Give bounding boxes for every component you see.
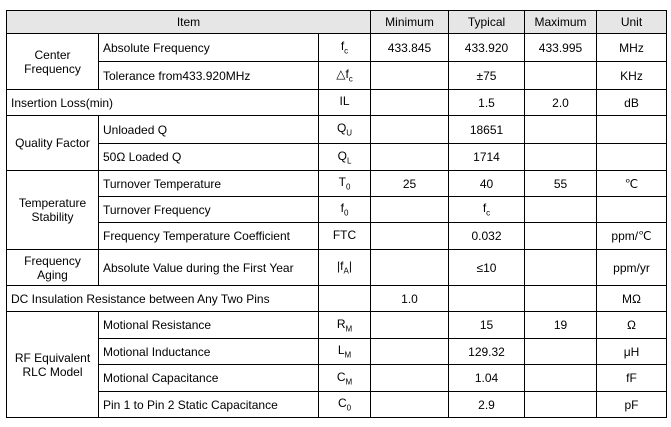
- param-cell: Pin 1 to Pin 2 Static Capacitance: [99, 392, 319, 418]
- symbol-cell: $R_M$: [319, 312, 371, 339]
- max-cell: [525, 62, 597, 90]
- table-row: [7, 250, 667, 286]
- min-cell: [371, 392, 449, 418]
- max-cell: [525, 392, 597, 418]
- max-cell: [525, 144, 597, 171]
- param-cell: Frequency Temperature Coefficient: [99, 223, 319, 250]
- specification-table: [6, 10, 667, 418]
- table-row: [7, 34, 667, 62]
- param-cell: Tolerance from433.920MHz: [99, 62, 319, 90]
- unit-cell: μH: [597, 339, 667, 365]
- max-cell: 433.995: [525, 34, 597, 62]
- typ-cell: 40: [449, 171, 525, 197]
- header-row: [7, 11, 667, 34]
- min-cell: [371, 62, 449, 90]
- max-cell: 2.0: [525, 90, 597, 116]
- typ-cell: [449, 286, 525, 312]
- table-row: [7, 286, 667, 312]
- param-cell: Unloaded Q: [99, 116, 319, 144]
- min-cell: [371, 223, 449, 250]
- unit-cell: fF: [597, 365, 667, 392]
- min-cell: [371, 250, 449, 286]
- unit-cell: ppm/yr: [597, 250, 667, 286]
- min-cell: [371, 116, 449, 144]
- symbol-cell: FTC: [319, 223, 371, 250]
- typ-cell: 433.920: [449, 34, 525, 62]
- table-row: [7, 339, 667, 365]
- symbol-cell: $f_c$: [319, 34, 371, 62]
- typ-cell: 1.5: [449, 90, 525, 116]
- min-cell: [371, 197, 449, 223]
- symbol-cell: $|f_A|$: [319, 250, 371, 286]
- symbol-cell: $Q_L$: [319, 144, 371, 171]
- param-cell: Motional Inductance: [99, 339, 319, 365]
- symbol-cell: $C_M$: [319, 365, 371, 392]
- table-row: [7, 90, 667, 116]
- table-row: [7, 116, 667, 144]
- symbol-cell: [319, 286, 371, 312]
- header-maximum: Maximum: [525, 11, 597, 34]
- max-cell: [525, 116, 597, 144]
- typ-cell: 18651: [449, 116, 525, 144]
- param-cell: Absolute Value during the First Year: [99, 250, 319, 286]
- unit-cell: dB: [597, 90, 667, 116]
- table-row: [7, 62, 667, 90]
- param-cell: Turnover Temperature: [99, 171, 319, 197]
- min-cell: [371, 312, 449, 339]
- group-center-frequency: Center Frequency: [7, 34, 99, 90]
- unit-cell: [597, 197, 667, 223]
- header-item: Item: [7, 11, 371, 34]
- symbol-cell: $\triangle f_c$: [319, 62, 371, 90]
- symbol-cell: $f_0$: [319, 197, 371, 223]
- max-cell: 19: [525, 312, 597, 339]
- header-minimum: Minimum: [371, 11, 449, 34]
- group-temperature-stability: Temperature Stability: [7, 171, 99, 250]
- group-rf-model: RF Equivalent RLC Model: [7, 312, 99, 418]
- min-cell: 1.0: [371, 286, 449, 312]
- param-cell: Insertion Loss(min): [7, 90, 319, 116]
- typ-cell: 2.9: [449, 392, 525, 418]
- group-frequency-aging: Frequency Aging: [7, 250, 99, 286]
- param-cell: 50Ω Loaded Q: [99, 144, 319, 171]
- symbol-cell: $T_0$: [319, 171, 371, 197]
- param-cell: Turnover Frequency: [99, 197, 319, 223]
- typ-cell: $f_c$: [449, 197, 525, 223]
- min-cell: [371, 144, 449, 171]
- unit-cell: ℃: [597, 171, 667, 197]
- min-cell: [371, 365, 449, 392]
- table-row: [7, 197, 667, 223]
- symbol-cell: IL: [319, 90, 371, 116]
- typ-cell: 129.32: [449, 339, 525, 365]
- unit-cell: [597, 144, 667, 171]
- header-unit: Unit: [597, 11, 667, 34]
- unit-cell: MHz: [597, 34, 667, 62]
- typ-cell: 0.032: [449, 223, 525, 250]
- typ-cell: 1.04: [449, 365, 525, 392]
- max-cell: [525, 250, 597, 286]
- max-cell: [525, 286, 597, 312]
- table-row: [7, 171, 667, 197]
- table-row: [7, 144, 667, 171]
- param-cell: Absolute Frequency: [99, 34, 319, 62]
- table-row: [7, 365, 667, 392]
- param-cell: Motional Resistance: [99, 312, 319, 339]
- max-cell: [525, 365, 597, 392]
- symbol-cell: $L_M$: [319, 339, 371, 365]
- table-row: [7, 392, 667, 418]
- symbol-cell: $Q_U$: [319, 116, 371, 144]
- unit-cell: Ω: [597, 312, 667, 339]
- typ-cell: ≤10: [449, 250, 525, 286]
- max-cell: [525, 339, 597, 365]
- table-row: [7, 223, 667, 250]
- min-cell: 25: [371, 171, 449, 197]
- typ-cell: ±75: [449, 62, 525, 90]
- header-typical: Typical: [449, 11, 525, 34]
- unit-cell: [597, 116, 667, 144]
- max-cell: [525, 223, 597, 250]
- symbol-cell: $C_0$: [319, 392, 371, 418]
- typ-cell: 15: [449, 312, 525, 339]
- min-cell: [371, 90, 449, 116]
- min-cell: 433.845: [371, 34, 449, 62]
- table-row: [7, 312, 667, 339]
- param-cell: DC Insulation Resistance between Any Two Pins: [7, 286, 319, 312]
- group-quality-factor: Quality Factor: [7, 116, 99, 171]
- param-cell: Motional Capacitance: [99, 365, 319, 392]
- unit-cell: KHz: [597, 62, 667, 90]
- unit-cell: MΩ: [597, 286, 667, 312]
- max-cell: 55: [525, 171, 597, 197]
- typ-cell: 1714: [449, 144, 525, 171]
- unit-cell: pF: [597, 392, 667, 418]
- unit-cell: ppm/℃: [597, 223, 667, 250]
- max-cell: [525, 197, 597, 223]
- min-cell: [371, 339, 449, 365]
